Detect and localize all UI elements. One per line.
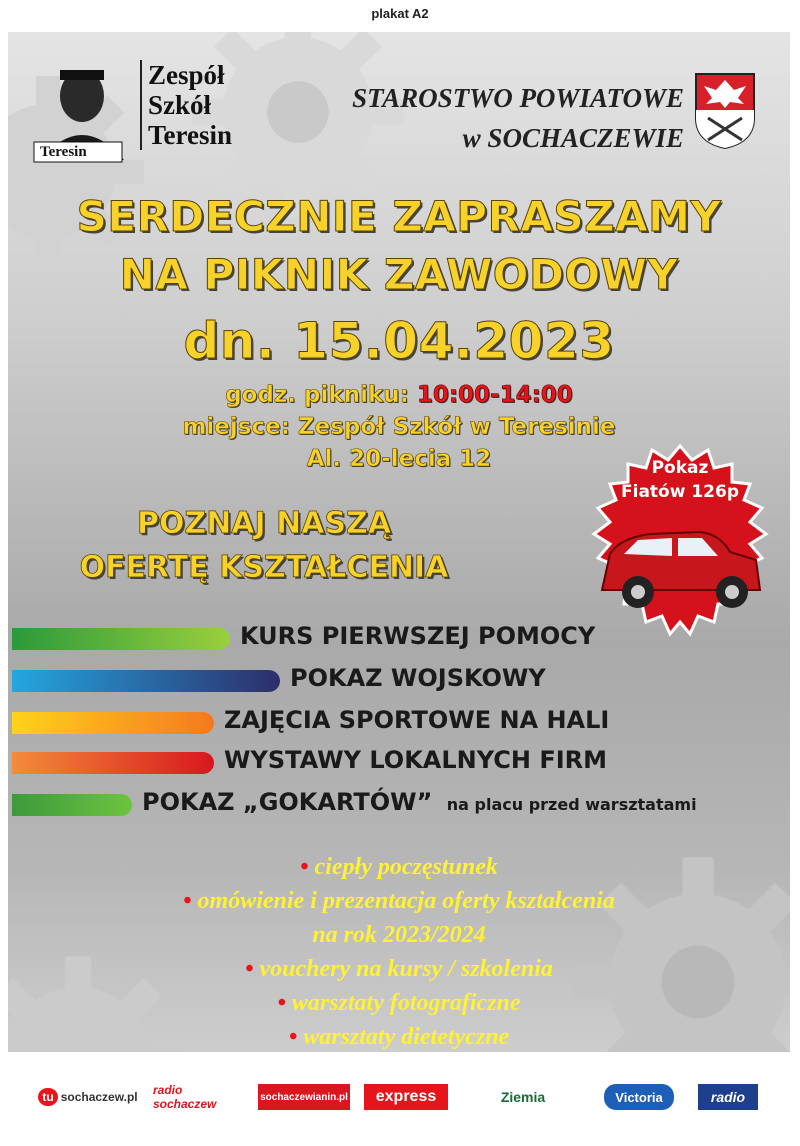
bullet-item: • warsztaty fotograficzne [277,990,521,1016]
sponsor-strip [8,1052,790,1142]
sponsor-logo-victoria[interactable]: Victoria [604,1084,674,1110]
starostwo-line: STAROSTWO POWIATOWE [352,83,684,113]
color-bar-yellow [12,712,214,734]
activity-label-main: POKAZ „GOKARTÓW” [142,788,433,816]
sponsor-logo-radio-sochaczew[interactable]: radio sochaczew [153,1083,217,1111]
place-line: miejsce: Zespół Szkół w Teresinie [182,414,616,440]
offer-line2: OFERTĘ KSZTAŁCENIA [79,550,449,585]
school-name-line: Szkół [148,90,212,120]
activity-label: WYSTAWY LOKALNYCH FIRM [224,746,608,774]
fiat-badge-line1: Pokaz [651,458,709,478]
sponsor-logo-express[interactable]: express [364,1084,448,1110]
sponsor-logo-sochaczewianin[interactable]: sochaczewianin.pl [258,1084,350,1110]
sponsor-logo-radio-niepokalanow[interactable]: radio [698,1084,758,1110]
activity-label: POKAZ WOJSKOWY [290,664,546,692]
hours-value: 10:00-14:00 [416,382,573,408]
bullet-item: • vouchery na kursy / szkolenia [245,956,553,982]
activity-note: na placu przed warsztatami [446,795,697,814]
sponsor-logo-sochaczew[interactable]: tu sochaczew.pl [40,1084,136,1110]
bullet-item: • omówienie i prezentacja oferty kształcenia [183,888,615,914]
bullet-list [8,850,790,1054]
bullet-item: • ciepły poczęstunek [300,854,498,880]
school-name-line: Teresin [148,120,233,150]
activity-label: KURS PIERWSZEJ POMOCY [240,622,596,650]
activity-label [142,788,697,816]
headline-line1: SERDECZNIE ZAPRASZAMY [76,192,722,241]
page-label: plakat A2 [371,6,429,21]
bullet-item: na rok 2023/2024 [312,922,486,948]
fiat-badge-line2: Fiatów 126p [621,482,739,502]
event-date: dn. 15.04.2023 [183,312,615,370]
offer-line1: POZNAJ NASZĄ [136,506,392,541]
school-logo [30,60,250,180]
address-line: Al. 20-lecia 12 [306,446,492,472]
color-bar-green [12,628,230,650]
hours-line [8,382,790,408]
color-bar-lightgreen [12,794,132,816]
sponsor-logo-ziemia[interactable]: Ziemia [500,1089,546,1105]
color-bar-blue [12,670,280,692]
activity-label: ZAJĘCIA SPORTOWE NA HALI [224,706,610,734]
color-bar-red [12,752,214,774]
coat-of-arms-icon [694,72,756,150]
logo-badge-text: Teresin [40,144,87,160]
poster [8,32,790,1142]
bullet-item: • warsztaty dietetyczne [288,1024,510,1050]
school-name [140,60,232,150]
school-name-line: Zespół [148,60,225,90]
starostwo-line: w SOCHACZEWIE [462,123,684,153]
starostwo-name [352,78,684,158]
hours-label: godz. pikniku: [225,382,409,408]
headline-line2: NA PIKNIK ZAWODOWY [119,250,679,299]
